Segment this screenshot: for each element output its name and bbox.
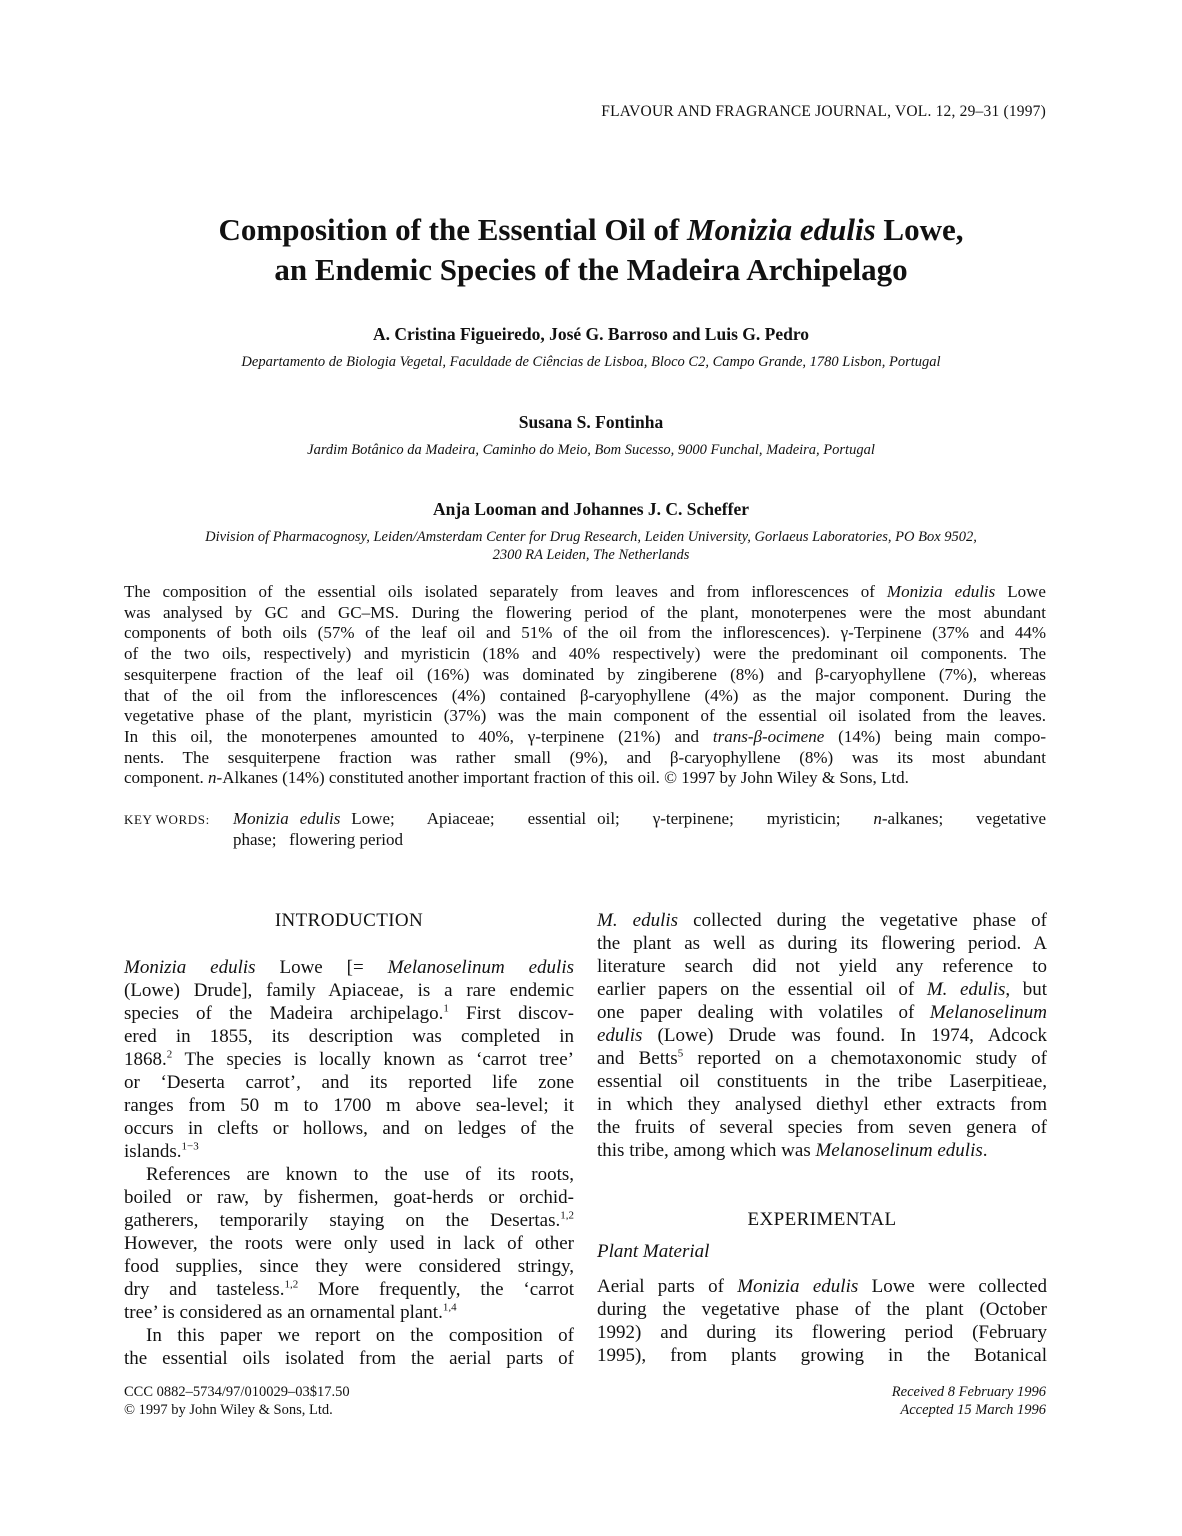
affiliation-2: Jardim Botânico da Madeira, Caminho do Meio, Bom Sucesso, 9000 Funchal, Madeira, Portugal: [307, 442, 875, 458]
affiliation-3: Division of Pharmacognosy, Leiden/Amsterdam Center for Drug Research, Leiden University, Gorlaeus Laboratories, PO Box 9502, 2300 RA Leiden, The Netherlands: [205, 529, 977, 563]
abstract: The composition of the essential oils isolated separately from leaves and from inflorescences of Monizia edulis Lowe was analysed by GC and GC–MS. During the flowering period of the plant, monoterpenes were the most abundant components of both oils (57% of the leaf oil and 51% of the oil from the inflorescences). γ-Terpinene (37% and 44% of the two oils, respectively) and myristicin (18% and 40% respectively) were the predominant oil components. The sesquiterpene fraction of the leaf oil (16%) was dominated by zingiberene (8%) and β-caryophyllene (7%), whereas that of the oil from the inflorescences (4%) contained β-caryophyllene (4%) as the major component. During the vegetative phase of the plant, myristicin (37%) was the main component of the essential oil isolated from the leaves. In this oil, the monoterpenes amounted to 40%, γ-terpinene (21%) and trans-β-ocimene (14%) being main compo- nents. The sesquiterpene fraction was rather small (9%), and β-caryophyllene (8%) was its most abundant component. n-Alkanes (14%) constituted another important fraction of this oil. © 1997 by John Wiley & Sons, Ltd.: [124, 582, 1046, 788]
keywords-label: KEY WORDS:: [124, 812, 210, 827]
intro-paragraph-1: Monizia edulis Lowe [= Melanoselinum edulis (Lowe) Drude], family Apiaceae, is a rare endemic species of the Madeira archipelago.$^1$ First discov- ered in 1855, its description was completed in 1868.$^2$ The species is locally known as ‘carrot tree’ or ‘Deserta carrot’, and its reported life zone ranges from 50 m to 1700 m above sea-level; it occurs in clefts or hollows, and on ledges of the islands.$^{1-3}$: [124, 957, 575, 1162]
experimental-paragraph-1: Aerial parts of Monizia edulis Lowe were collected during the vegetative phase of the plant (October 1992) and during its flowering period (February 1995), from plants growing in the Botanical: [597, 1276, 1047, 1366]
intro-paragraph-2: References are known to the use of its roots, boiled or raw, by fishermen, goat-herds or orchid- gatherers, temporarily staying on the Desertas.$^{1,2}$ However, the roots were only used in lack of other food supplies, since they were considered stringy, dry and tasteless.$^{1,2}$ More frequently, the ‘carrot tree’ is considered as an ornamental plant.$^{1,4}$: [124, 1164, 574, 1323]
author-names-2: Susana S. Fontinha: [518, 412, 664, 432]
keywords-list: Monizia edulis Lowe; Apiaceae; essential oil; γ-terpinene; myristicin; n-alkanes; vegetative phase; flowering period: [233, 809, 1046, 849]
intro-paragraph-4: M. edulis collected during the vegetative phase of the plant as well as during its flowering period. A literature search did not yield any reference to earlier papers on the essential oil of M. edulis, but one paper dealing with volatiles of Melanoselinum edulis (Lowe) Drude was found. In 1974, Adcock and Betts$^5$ reported on a chemotaxonomic study of essential oil constituents in the tribe Laserpitieae, in which they analysed diethyl ether extracts from the fruits of several species from seven genera of this tribe, among which was Melanoselinum edulis.: [597, 910, 1048, 1161]
footer-dates: Received 8 February 1996 Accepted 15 March 1996: [891, 1384, 1046, 1418]
footer-copyright: CCC 0882–5734/97/010029–03$17.50 © 1997 by John Wiley & Sons, Ltd.: [124, 1384, 350, 1418]
title-line-2: an Endemic Species of the Madeira Archipelago: [274, 252, 908, 287]
title-line-1: Composition of the Essential Oil of Monizia edulis Lowe,: [218, 212, 964, 247]
article-title: [120, 210, 1062, 290]
intro-paragraph-3: In this paper we report on the composition of the essential oils isolated from the aerial parts of: [124, 1325, 574, 1369]
subheading-plant-material: Plant Material: [597, 1241, 710, 1262]
right-column: [597, 909, 1047, 1367]
section-heading-introduction: INTRODUCTION: [274, 910, 424, 931]
author-names-1: A. Cristina Figueiredo, José G. Barroso and Luis G. Pedro: [372, 324, 810, 344]
running-head: FLAVOUR AND FRAGRANCE JOURNAL, VOL. 12, 29–31 (1997): [601, 103, 1046, 120]
affiliation-1: Departamento de Biologia Vegetal, Faculdade de Ciências de Lisboa, Bloco C2, Campo Grande, 1780 Lisbon, Portugal: [241, 354, 941, 370]
section-heading-experimental: EXPERIMENTAL: [747, 1209, 897, 1230]
left-column: [124, 909, 574, 1370]
keywords: [124, 809, 1046, 850]
author-names-3: Anja Looman and Johannes J. C. Scheffer: [433, 499, 749, 519]
